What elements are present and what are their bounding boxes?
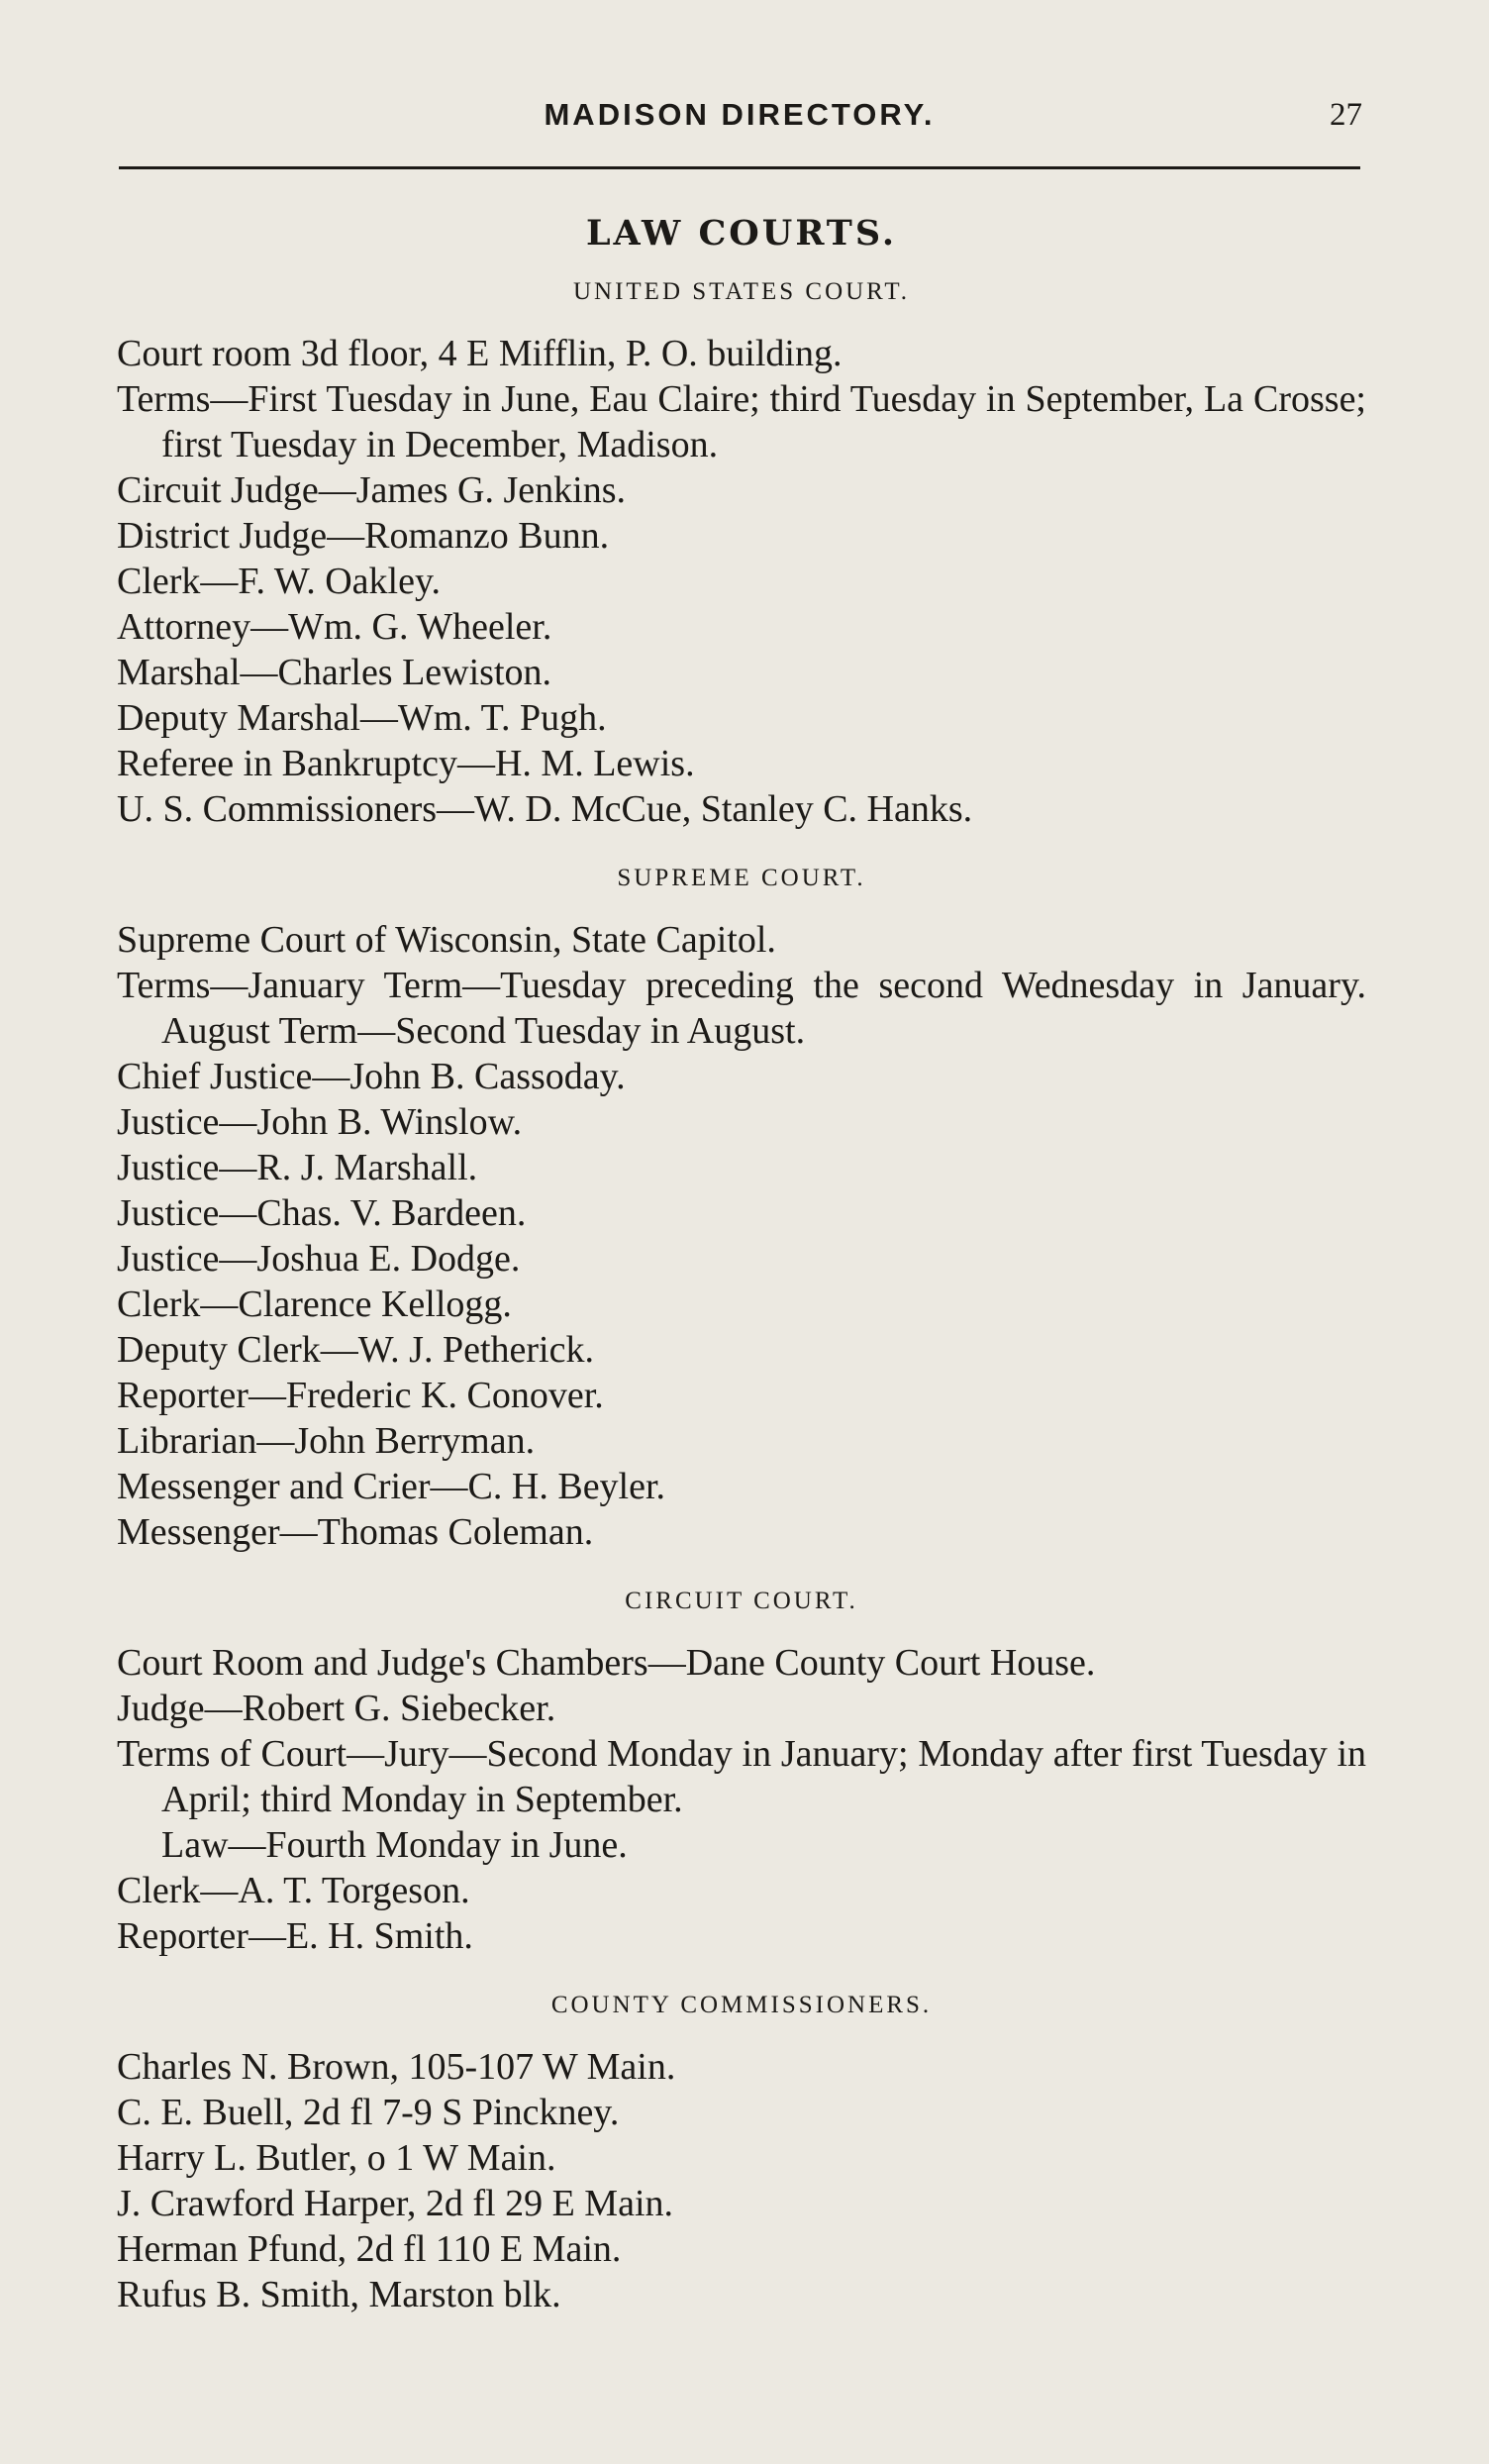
list-item: Messenger—Thomas Coleman. bbox=[117, 1511, 594, 1553]
list-item: U. S. Commissioners—W. D. McCue, Stanley C. Hanks. bbox=[117, 788, 973, 830]
list-item: Librarian—John Berryman. bbox=[117, 1420, 536, 1462]
list-item: Justice—John B. Winslow. bbox=[117, 1101, 523, 1143]
running-head bbox=[117, 97, 1362, 147]
list-item: Terms—First Tuesday in June, Eau Claire; third Tuesday in September, La Crosse; first Tuesday in December, Madison. bbox=[117, 378, 1366, 465]
list-item: Clerk—Clarence Kellogg. bbox=[117, 1283, 512, 1325]
section-county-commissioners bbox=[117, 1985, 1366, 2317]
list-item: Terms—January Term—Tuesday preceding the second Wednesday in January. August Term—Second Tuesday in August. bbox=[117, 965, 1366, 1052]
list-item: Court Room and Judge's Chambers—Dane County Court House. bbox=[117, 1642, 1096, 1684]
list-item: Justice—R. J. Marshall. bbox=[117, 1147, 478, 1188]
section-supreme-court bbox=[117, 858, 1366, 1555]
page-content bbox=[117, 194, 1366, 2343]
running-title: MADISON DIRECTORY. bbox=[544, 97, 936, 132]
list-item: Charles N. Brown, 105-107 W Main. bbox=[117, 2046, 676, 2088]
list-item: Reporter—E. H. Smith. bbox=[117, 1915, 473, 1957]
list-item: Harry L. Butler, o 1 W Main. bbox=[117, 2137, 556, 2179]
list-item: Messenger and Crier—C. H. Beyler. bbox=[117, 1466, 666, 1507]
page-number: 27 bbox=[1330, 97, 1362, 133]
list-item: Chief Justice—John B. Cassoday. bbox=[117, 1056, 626, 1097]
list-item: C. E. Buell, 2d fl 7-9 S Pinckney. bbox=[117, 2092, 620, 2133]
section-heading: SUPREME COURT. bbox=[617, 865, 866, 891]
list-item: Justice—Joshua E. Dodge. bbox=[117, 1238, 521, 1280]
list-item: Herman Pfund, 2d fl 110 E Main. bbox=[117, 2228, 622, 2270]
list-item: Rufus B. Smith, Marston blk. bbox=[117, 2274, 561, 2315]
list-item: Court room 3d floor, 4 E Mifflin, P. O. building. bbox=[117, 333, 843, 374]
list-item: Justice—Chas. V. Bardeen. bbox=[117, 1192, 527, 1234]
list-item: Deputy Clerk—W. J. Petherick. bbox=[117, 1329, 594, 1371]
section-heading: COUNTY COMMISSIONERS. bbox=[550, 1992, 933, 2018]
list-item: Attorney—Wm. G. Wheeler. bbox=[117, 606, 552, 648]
list-item: Clerk—F. W. Oakley. bbox=[117, 561, 441, 602]
section-united-states-court bbox=[117, 271, 1366, 832]
section-heading: UNITED STATES COURT. bbox=[572, 278, 911, 305]
list-item: Clerk—A. T. Torgeson. bbox=[117, 1870, 470, 1911]
page-title: LAW COURTS. bbox=[585, 213, 898, 254]
list-item: Referee in Bankruptcy—H. M. Lewis. bbox=[117, 743, 695, 784]
list-item: Marshal—Charles Lewiston. bbox=[117, 652, 552, 693]
header-rule bbox=[119, 166, 1360, 169]
list-item: District Judge—Romanzo Bunn. bbox=[117, 515, 610, 557]
list-item: J. Crawford Harper, 2d fl 29 E Main. bbox=[117, 2183, 674, 2224]
list-item: Circuit Judge—James G. Jenkins. bbox=[117, 469, 627, 511]
section-heading: CIRCUIT COURT. bbox=[625, 1588, 858, 1614]
list-item: Deputy Marshal—Wm. T. Pugh. bbox=[117, 697, 607, 739]
list-item: Law—Fourth Monday in June. bbox=[161, 1824, 628, 1866]
section-circuit-court bbox=[117, 1581, 1366, 1959]
list-item: Reporter—Frederic K. Conover. bbox=[117, 1375, 604, 1416]
list-item: Judge—Robert G. Siebecker. bbox=[117, 1688, 556, 1729]
list-item: Supreme Court of Wisconsin, State Capitol. bbox=[117, 919, 776, 961]
list-item: Terms of Court—Jury—Second Monday in January; Monday after first Tuesday in April; third Monday in September. bbox=[117, 1733, 1366, 1820]
